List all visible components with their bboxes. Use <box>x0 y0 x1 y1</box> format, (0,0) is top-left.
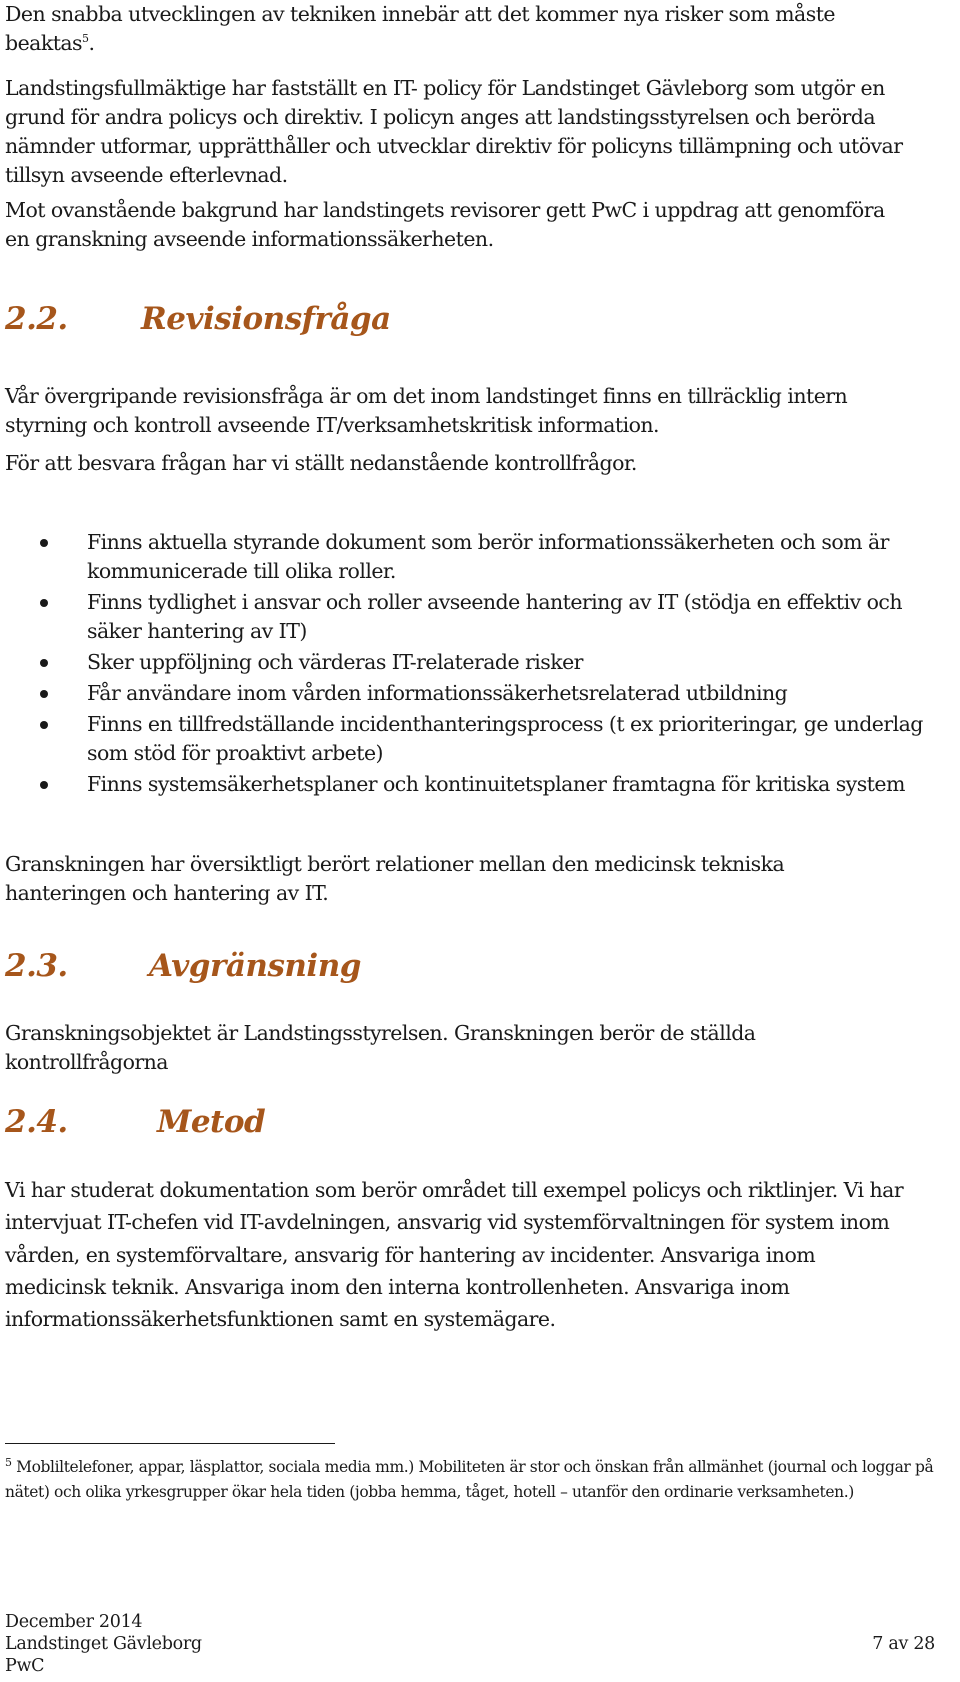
section-title: Revisionsfråga <box>141 301 391 337</box>
section-2-4-paragraph-1: Vi har studerat dokumentation som berör området till exempel policys och riktlinjer. Vi har intervjuat IT-chefen vid IT-avdelningen, ansvarig vid systemförvaltningen för system inom vården, en systemförvaltare, ansvarig för hantering av incidenter. Ansvariga inom medicinsk teknik. Ansvariga inom den interna kontrollenheten. Ansvariga inom informationssäkerhetsfunktionen samt en systemägare. <box>5 1178 904 1332</box>
bullet-icon <box>40 539 48 547</box>
section-2-2-paragraph-1: Vår övergripande revisionsfråga är om det inom landstinget finns en tillräcklig intern styrning och kontroll avseende IT/verksamhetskritisk information. <box>5 384 848 437</box>
bullet-icon <box>40 690 48 698</box>
footnote-divider <box>5 1443 335 1444</box>
section-number: 2.2. <box>5 301 68 337</box>
section-title: Metod <box>157 1104 266 1140</box>
section-heading-2-2 <box>5 300 391 338</box>
intro-paragraph-1 <box>5 0 905 58</box>
list-item: Finns en tillfredställande incidenthanteringsprocess (t ex prioriteringar, ge underlag som stöd för proaktivt arbete) <box>5 710 955 768</box>
list-item: Finns tydlighet i ansvar och roller avseende hantering av IT (stödja en effektiv och säker hantering av IT) <box>5 588 955 646</box>
intro-paragraph-1-end: . <box>88 31 95 55</box>
footnote-text: Mobliltelefoner, appar, läsplattor, sociala media mm.) Mobiliteten är stor och önskan från allmänhet (journal och loggar på nätet) och olika yrkesgrupper ökar hela tiden (jobba hemma, tåget, hotell – utanför den ordinarie verksamheten.) <box>5 1458 934 1501</box>
intro-paragraph-3: Mot ovanstående bakgrund har landstingets revisorer gett PwC i uppdrag att genomföra en granskning avseende informationssäkerheten. <box>5 198 885 251</box>
section-heading-2-4 <box>5 1103 265 1141</box>
bullet-icon <box>40 599 48 607</box>
footer-company: PwC <box>5 1656 45 1676</box>
control-questions-list <box>5 528 955 799</box>
section-2-3-paragraph-1: Granskningsobjektet är Landstingsstyrelsen. Granskningen berör de ställda kontrollfrågorna <box>5 1021 756 1074</box>
section-number: 2.4. <box>5 1104 68 1140</box>
intro-paragraph-2: Landstingsfullmäktige har fastställt en IT- policy för Landstinget Gävleborg som utgör en grund för andra policys och direktiv. I policyn anges att landstingsstyrelsen och berörda nämnder utformar, upprätthåller och utvecklar direktiv för policyns tillämpning och utövar tillsyn avseende efterlevnad. <box>5 76 903 187</box>
footnote-reference: 5 <box>82 32 89 46</box>
intro-paragraph-1-text: Den snabba utvecklingen av tekniken innebär att det kommer nya risker som måste beaktas <box>5 2 835 55</box>
list-item: Finns systemsäkerhetsplaner och kontinuitetsplaner framtagna för kritiska system <box>5 770 955 799</box>
footer-date: December 2014 <box>5 1612 143 1632</box>
list-item: Får användare inom vården informationssäkerhetsrelaterad utbildning <box>5 679 955 708</box>
section-2-2-paragraph-2: För att besvara frågan har vi ställt nedanstående kontrollfrågor. <box>5 451 637 475</box>
page-footer <box>5 1611 935 1677</box>
bullet-icon <box>40 721 48 729</box>
section-heading-2-3 <box>5 947 361 985</box>
footer-organization: Landstinget Gävleborg <box>5 1634 202 1654</box>
section-title: Avgränsning <box>149 948 361 984</box>
bullet-icon <box>40 781 48 789</box>
section-number: 2.3. <box>5 948 68 984</box>
list-item: Finns aktuella styrande dokument som berör informationssäkerheten och som är kommunicerade till olika roller. <box>5 528 955 586</box>
footnote-marker: 5 <box>5 1455 12 1469</box>
list-item: Sker uppföljning och värderas IT-relaterade risker <box>5 648 955 677</box>
footnote <box>5 1455 945 1504</box>
page-number: 7 av 28 <box>872 1634 935 1654</box>
bullet-icon <box>40 659 48 667</box>
section-2-2-paragraph-3: Granskningen har översiktligt berört relationer mellan den medicinsk tekniska hanteringen och hantering av IT. <box>5 852 785 905</box>
